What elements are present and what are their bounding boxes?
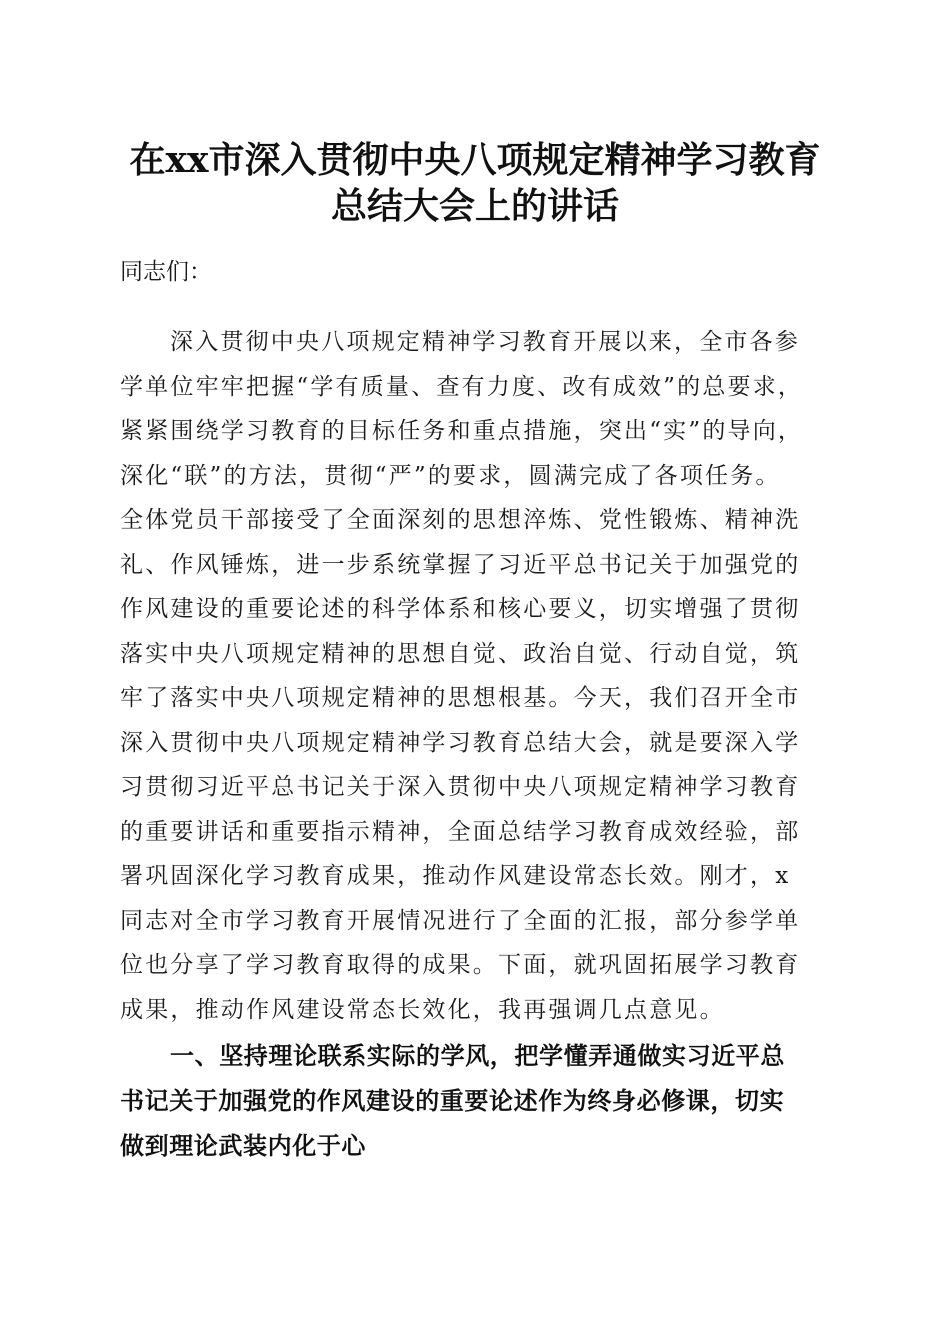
body-line: 作风建设的重要论述的科学体系和核心要义，切实增强了贯彻 — [120, 596, 801, 622]
document-title-line-1: 在xx市深入贯彻中央八项规定精神学习教育 — [129, 139, 821, 181]
body-line: 礼、作风锤炼，进一步系统掌握了习近平总书记关于加强党的 — [120, 551, 801, 578]
body-line: 成果，推动作风建设常态长效化，我再强调几点意见。 — [120, 996, 725, 1023]
body-paragraph — [120, 320, 840, 1032]
body-line: 位也分享了学习教育取得的成果。下面，就巩固拓展学习教育 — [120, 952, 801, 978]
section-heading-line: 一、坚持理论联系实际的学风，把学懂弄通做实习近平总 — [170, 1042, 785, 1070]
body-line: 紧紧围绕学习教育的目标任务和重点措施，突出“实”的导向， — [120, 418, 804, 444]
body-line: 全体党员干部接受了全面深刻的思想淬炼、党性锻炼、精神洗 — [120, 507, 801, 533]
body-line: 落实中央八项规定精神的思想自觉、政治自觉、行动自觉，筑 — [120, 640, 801, 667]
body-line: 习贯彻习近平总书记关于深入贯彻中央八项规定精神学习教育 — [120, 774, 801, 800]
document-title-line-2: 总结大会上的讲话 — [330, 185, 619, 227]
salutation: 同志们： — [120, 259, 212, 285]
body-line: 深入贯彻中央八项规定精神学习教育开展以来，全市各参 — [170, 329, 800, 355]
section-heading-line: 做到理论武装内化于心 — [120, 1132, 366, 1160]
body-line: 学单位牢牢把握“学有质量、查有力度、改有成效”的总要求， — [120, 373, 804, 400]
body-line: 深化“联”的方法，贯彻“严”的要求，圆满完成了各项任务。 — [120, 462, 781, 489]
section-heading-line: 书记关于加强党的作风建设的重要论述作为终身必修课，切实 — [120, 1087, 785, 1115]
section-heading — [120, 1034, 840, 1169]
body-line: 同志对全市学习教育开展情况进行了全面的汇报，部分参学单 — [120, 907, 801, 934]
body-line: 牢了落实中央八项规定精神的思想根基。今天，我们召开全市 — [120, 685, 801, 711]
body-line: 深入贯彻中央八项规定精神学习教育总结大会，就是要深入学 — [120, 729, 801, 756]
body-line: 署巩固深化学习教育成果，推动作风建设常态长效。刚才，x — [120, 863, 791, 889]
body-line: 的重要讲话和重要指示精神，全面总结学习教育成效经验，部 — [120, 818, 801, 845]
